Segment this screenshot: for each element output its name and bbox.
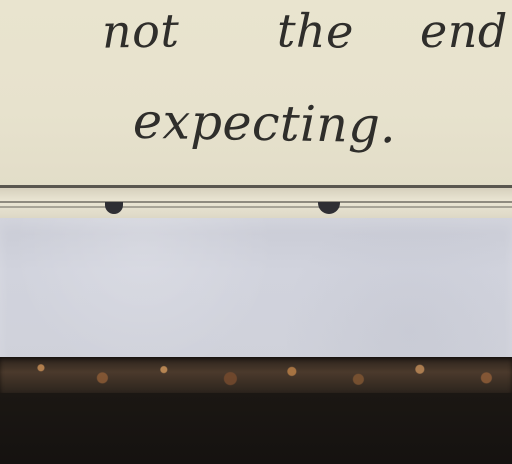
handwritten-note-card	[0, 0, 512, 188]
dark-foreground-shadow	[0, 393, 512, 464]
blank-paper-sheet	[0, 218, 512, 368]
binding-notch-left	[105, 202, 123, 214]
paper-edge-line-top	[0, 201, 512, 203]
handwritten-word-the: the	[276, 3, 355, 59]
binding-notch-right	[318, 202, 340, 214]
handwritten-phrase-expecting: expecting.	[132, 92, 397, 155]
handwritten-word-not: not	[101, 3, 180, 59]
table-surface	[0, 357, 512, 393]
handwriting-line-1	[0, 5, 512, 65]
paper-stack-edge	[0, 188, 512, 218]
paper-edge-line-bottom	[0, 206, 512, 208]
handwritten-word-end: end	[420, 4, 508, 58]
handwriting-line-2	[0, 92, 512, 158]
